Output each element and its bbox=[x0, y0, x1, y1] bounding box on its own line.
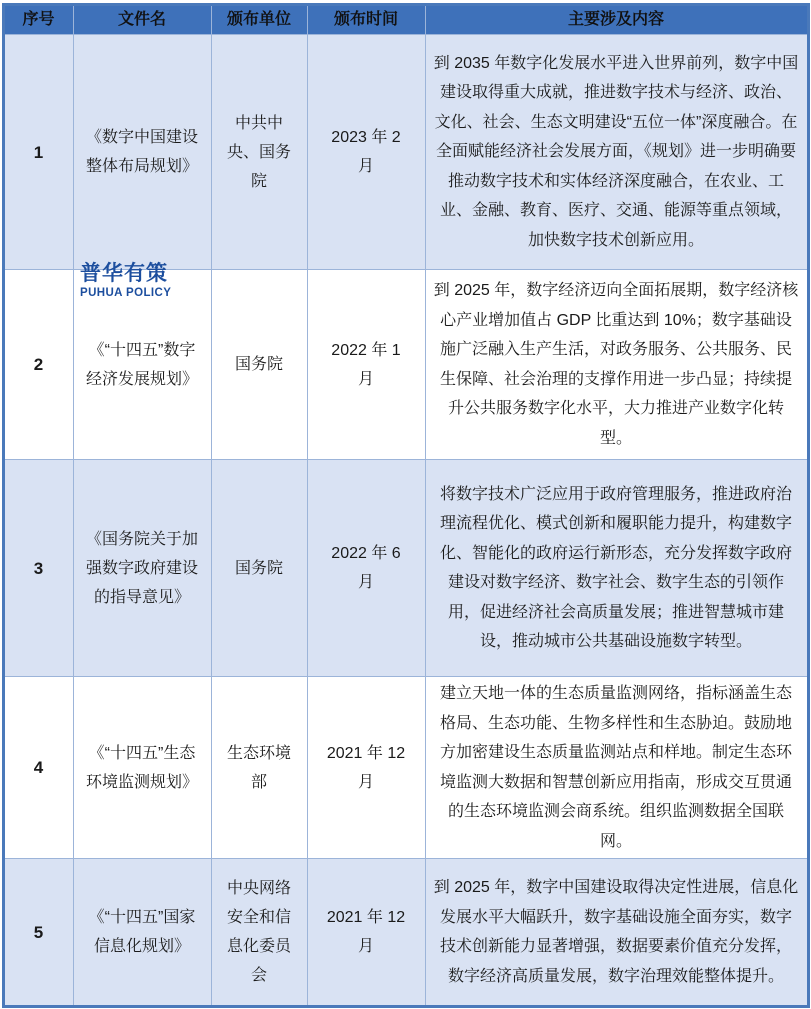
row-issuing-unit: 中共中央、国务院 bbox=[211, 35, 307, 270]
row-serial-number: 5 bbox=[3, 859, 73, 1007]
row-document-name: 《“十四五”国家信息化规划》 bbox=[73, 859, 211, 1007]
row-main-content: 到 2025 年，数字经济迈向全面拓展期，数字经济核心产业增加值占 GDP 比重达到 10%；数字基础设施广泛融入生产生活，对政务服务、公共服务、民生保障、社会治理的支撑作用进一步凸显；持续提升公共服务数字化水平，大力推进产业数字化转型。 bbox=[425, 270, 808, 460]
row-issuing-unit: 国务院 bbox=[211, 270, 307, 460]
row-main-content: 到 2035 年数字化发展水平进入世界前列，数字中国建设取得重大成就，推进数字技术与经济、政治、文化、社会、生态文明建设“五位一体”深度融合。在全面赋能经济社会发展方面，《规划》进一步明确要推动数字技术和实体经济深度融合，在农业、工业、金融、教育、医疗、交通、能源等重点领域，加快数字技术创新应用。 bbox=[425, 35, 808, 270]
table-row bbox=[3, 270, 808, 460]
row-serial-number: 1 bbox=[3, 35, 73, 270]
row-issue-date: 2023 年 2 月 bbox=[307, 35, 425, 270]
watermark-chinese-text: 普华有策 bbox=[80, 262, 168, 285]
table-row bbox=[3, 677, 808, 859]
row-serial-number: 2 bbox=[3, 270, 73, 460]
row-document-name: 《“十四五”数字经济发展规划》 bbox=[73, 270, 211, 460]
row-issue-date: 2021 年 12 月 bbox=[307, 859, 425, 1007]
row-document-name: 《国务院关于加强数字政府建设的指导意见》 bbox=[73, 460, 211, 677]
row-issue-date: 2022 年 6 月 bbox=[307, 460, 425, 677]
row-document-name: 《数字中国建设整体布局规划》 bbox=[73, 35, 211, 270]
row-serial-number: 3 bbox=[3, 460, 73, 677]
table-row bbox=[3, 35, 808, 270]
row-main-content: 将数字技术广泛应用于政府管理服务，推进政府治理流程优化、模式创新和履职能力提升，构建数字化、智能化的政府运行新形态，充分发挥数字政府建设对数字经济、数字社会、数字生态的引领作用，促进经济社会高质量发展；推进智慧城市建设，推动城市公共基础设施数字转型。 bbox=[425, 460, 808, 677]
table-row bbox=[3, 859, 808, 1007]
row-issue-date: 2021 年 12 月 bbox=[307, 677, 425, 859]
row-serial-number: 4 bbox=[3, 677, 73, 859]
row-issuing-unit: 中央网络安全和信息化委员会 bbox=[211, 859, 307, 1007]
header-issue-date: 颁布时间 bbox=[307, 5, 425, 35]
row-main-content: 建立天地一体的生态质量监测网络，指标涵盖生态格局、生态功能、生物多样性和生态胁迫。鼓励地方加密建设生态质量监测站点和样地。制定生态环境监测大数据和智慧创新应用指南，形成交互贯通的生态环境监测会商系统。组织监测数据全国联网。 bbox=[425, 677, 808, 859]
row-issuing-unit: 生态环境部 bbox=[211, 677, 307, 859]
row-issue-date: 2022 年 1 月 bbox=[307, 270, 425, 460]
header-issuing-unit: 颁布单位 bbox=[211, 5, 307, 35]
watermark-english-text: PUHUA POLICY bbox=[80, 287, 172, 299]
header-document-name: 文件名 bbox=[73, 5, 211, 35]
row-main-content: 到 2025 年，数字中国建设取得决定性进展，信息化发展水平大幅跃升，数字基础设施全面夯实，数字技术创新能力显著增强，数据要素价值充分发挥，数字经济高质量发展，数字治理效能整体提升。 bbox=[425, 859, 808, 1007]
header-serial-number: 序号 bbox=[3, 5, 73, 35]
header-main-content: 主要涉及内容 bbox=[425, 5, 808, 35]
table-row bbox=[3, 460, 808, 677]
table-header-row bbox=[3, 5, 808, 35]
row-document-name: 《“十四五”生态环境监测规划》 bbox=[73, 677, 211, 859]
row-issuing-unit: 国务院 bbox=[211, 460, 307, 677]
policy-table bbox=[2, 3, 810, 1008]
